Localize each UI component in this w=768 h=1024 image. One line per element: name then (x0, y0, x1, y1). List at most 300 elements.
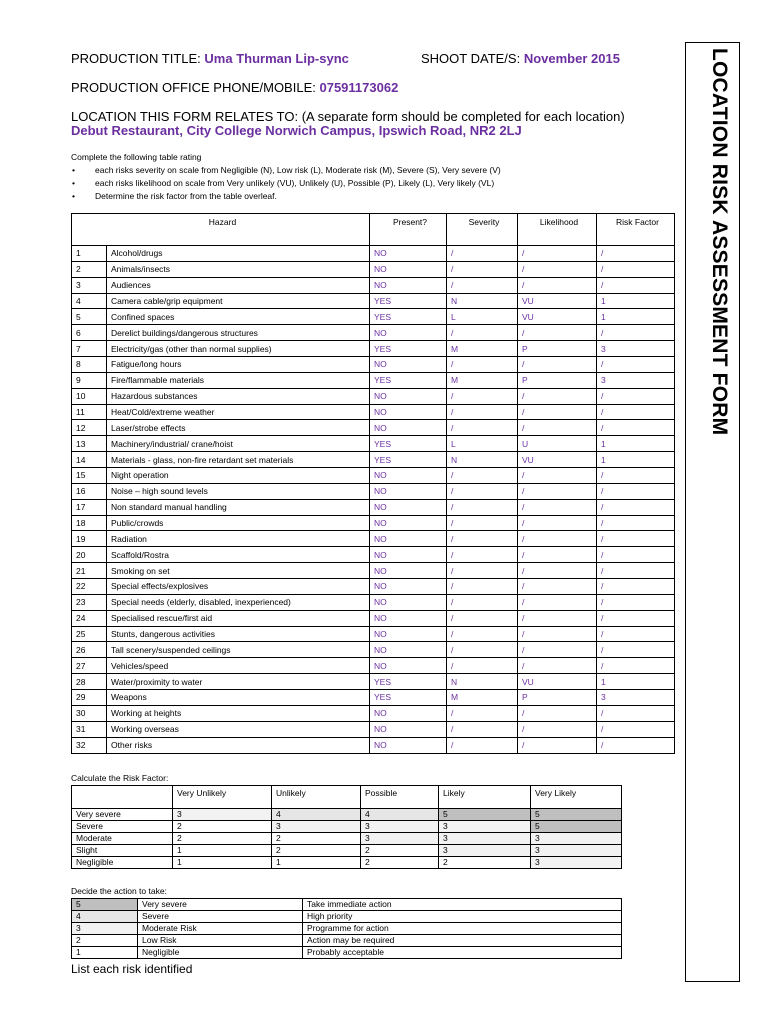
hazard-number: 5 (72, 309, 107, 325)
hazard-name: Alcohol/drugs (107, 246, 370, 262)
table-row (72, 515, 675, 531)
risk-factor-cell: 2 (173, 821, 272, 833)
risk-factor-cell: 3 (439, 833, 531, 845)
hazard-number: 17 (72, 499, 107, 515)
severity-cell: / (447, 547, 518, 563)
hazard-number: 8 (72, 357, 107, 373)
table-row (72, 935, 622, 947)
action-score: 2 (72, 935, 138, 947)
risk-factor-body (72, 786, 622, 869)
present-cell: NO (370, 721, 447, 737)
action-level: Negligible (138, 947, 303, 959)
risk-factor-cell: 2 (361, 845, 439, 857)
present-cell: YES (370, 452, 447, 468)
hazard-name: Stunts, dangerous activities (107, 626, 370, 642)
risk-factor-cell: 5 (531, 821, 622, 833)
table-row (72, 341, 675, 357)
table-row (72, 404, 675, 420)
side-title: LOCATION RISK ASSESSMENT FORM (708, 48, 731, 436)
hazard-name: Electricity/gas (other than normal supplies) (107, 341, 370, 357)
risk-factor-cell: 1 (173, 845, 272, 857)
risk-factor-cell: 3 (597, 690, 675, 706)
risk-factor-cell: 2 (272, 833, 361, 845)
hazard-name: Special effects/explosives (107, 579, 370, 595)
hazard-number: 18 (72, 515, 107, 531)
likelihood-cell: U (518, 436, 597, 452)
severity-cell: N (447, 452, 518, 468)
present-cell: NO (370, 579, 447, 595)
risk-factor-cell: 2 (439, 857, 531, 869)
hazard-name: Specialised rescue/first aid (107, 610, 370, 626)
severity-cell: / (447, 261, 518, 277)
hazard-number: 29 (72, 690, 107, 706)
table-row (72, 833, 622, 845)
table-row (72, 809, 622, 821)
risk-factor-cell: 3 (272, 821, 361, 833)
risk-factor-cell: / (597, 531, 675, 547)
production-title-line (71, 51, 349, 66)
hazard-number: 21 (72, 563, 107, 579)
severity-cell: / (447, 420, 518, 436)
present-cell: NO (370, 357, 447, 373)
hazard-number: 25 (72, 626, 107, 642)
hazard-number: 7 (72, 341, 107, 357)
table-row (72, 277, 675, 293)
hazard-name: Public/crowds (107, 515, 370, 531)
present-cell: NO (370, 547, 447, 563)
action-description: High priority (303, 911, 622, 923)
severity-cell: / (447, 468, 518, 484)
hazard-number: 26 (72, 642, 107, 658)
severity-cell: / (447, 626, 518, 642)
action-level: Severe (138, 911, 303, 923)
likelihood-header: Likelihood (518, 214, 597, 246)
risk-factor-cell: 3 (531, 833, 622, 845)
severity-cell: / (447, 531, 518, 547)
hazard-name: Non standard manual handling (107, 499, 370, 515)
risk-factor-cell: / (597, 721, 675, 737)
risk-factor-cell: 5 (439, 809, 531, 821)
risk-factor-cell: / (597, 357, 675, 373)
risk-factor-cell: 2 (361, 857, 439, 869)
hazard-number: 12 (72, 420, 107, 436)
hazard-name: Materials - glass, non-fire retardant set materials (107, 452, 370, 468)
likelihood-cell: / (518, 261, 597, 277)
likelihood-cell: / (518, 563, 597, 579)
table-row (72, 357, 675, 373)
likelihood-cell: VU (518, 293, 597, 309)
risk-factor-cell: / (597, 325, 675, 341)
risk-factor-cell: 1 (597, 293, 675, 309)
risk-factor-column-header: Very Likely (531, 786, 622, 809)
hazard-name: Other risks (107, 737, 370, 753)
hazard-name: Special needs (elderly, disabled, inexperienced) (107, 594, 370, 610)
hazard-name: Water/proximity to water (107, 674, 370, 690)
likelihood-cell: / (518, 610, 597, 626)
risk-factor-cell: / (597, 420, 675, 436)
present-cell: YES (370, 309, 447, 325)
table-row (72, 468, 675, 484)
present-cell: NO (370, 642, 447, 658)
table-row (72, 372, 675, 388)
action-label: Decide the action to take: (71, 886, 167, 896)
action-description: Programme for action (303, 923, 622, 935)
risk-factor-cell: / (597, 483, 675, 499)
table-row (72, 737, 675, 753)
present-cell: NO (370, 404, 447, 420)
hazard-name: Smoking on set (107, 563, 370, 579)
severity-cell: / (447, 388, 518, 404)
likelihood-cell: / (518, 737, 597, 753)
severity-row-label: Very severe (72, 809, 173, 821)
action-score: 5 (72, 899, 138, 911)
severity-row-label: Moderate (72, 833, 173, 845)
risk-factor-cell: / (597, 610, 675, 626)
action-description: Probably acceptable (303, 947, 622, 959)
hazard-name: Weapons (107, 690, 370, 706)
table-row (72, 579, 675, 595)
risk-factor-cell: / (597, 705, 675, 721)
severity-cell: M (447, 341, 518, 357)
table-row (72, 246, 675, 262)
likelihood-cell: / (518, 547, 597, 563)
hazard-number: 28 (72, 674, 107, 690)
risk-factor-header-row (72, 786, 622, 809)
risk-factor-cell: 1 (272, 857, 361, 869)
likelihood-cell: VU (518, 674, 597, 690)
risk-factor-cell: 3 (439, 821, 531, 833)
present-cell: NO (370, 468, 447, 484)
table-row (72, 325, 675, 341)
table-row (72, 690, 675, 706)
risk-factor-cell: / (597, 388, 675, 404)
hazard-table (71, 213, 675, 754)
risk-factor-cell: 2 (173, 833, 272, 845)
severity-cell: / (447, 563, 518, 579)
phone-label: PRODUCTION OFFICE PHONE/MOBILE: (71, 80, 316, 95)
present-cell: NO (370, 261, 447, 277)
severity-cell: / (447, 277, 518, 293)
table-row (72, 947, 622, 959)
hazard-table-header (72, 214, 675, 246)
likelihood-cell: / (518, 277, 597, 293)
hazard-name: Laser/strobe effects (107, 420, 370, 436)
present-cell: NO (370, 420, 447, 436)
risk-factor-column-header: Very Unlikely (173, 786, 272, 809)
likelihood-cell: P (518, 341, 597, 357)
action-level: Very severe (138, 899, 303, 911)
severity-cell: / (447, 610, 518, 626)
hazard-name: Camera cable/grip equipment (107, 293, 370, 309)
risk-factor-cell: 1 (173, 857, 272, 869)
likelihood-cell: / (518, 531, 597, 547)
location-value: Debut Restaurant, City College Norwich Campus, Ipswich Road, NR2 2LJ (71, 123, 522, 138)
present-cell: NO (370, 531, 447, 547)
severity-cell: / (447, 642, 518, 658)
hazard-name: Fire/flammable materials (107, 372, 370, 388)
table-row (72, 261, 675, 277)
likelihood-cell: / (518, 626, 597, 642)
risk-factor-cell: / (597, 261, 675, 277)
table-row (72, 923, 622, 935)
likelihood-cell: / (518, 642, 597, 658)
instruction-item: • each risks severity on scale from Negligible (N), Low risk (L), Moderate risk (M), Severe (S), Very severe (V) (71, 164, 501, 177)
severity-cell: / (447, 246, 518, 262)
risk-factor-cell: / (597, 658, 675, 674)
severity-cell: / (447, 483, 518, 499)
risk-factor-cell: 1 (597, 309, 675, 325)
action-level: Moderate Risk (138, 923, 303, 935)
likelihood-cell: VU (518, 309, 597, 325)
risk-factor-cell: / (597, 579, 675, 595)
severity-cell: / (447, 721, 518, 737)
risk-factor-cell: 5 (531, 809, 622, 821)
risk-factor-cell: / (597, 515, 675, 531)
likelihood-cell: / (518, 483, 597, 499)
hazard-name: Working at heights (107, 705, 370, 721)
hazard-number: 32 (72, 737, 107, 753)
hazard-name: Machinery/industrial/ crane/hoist (107, 436, 370, 452)
table-row (72, 899, 622, 911)
table-row (72, 499, 675, 515)
hazard-number: 23 (72, 594, 107, 610)
table-row (72, 845, 622, 857)
risk-factor-cell: 3 (439, 845, 531, 857)
table-row (72, 658, 675, 674)
hazard-name: Noise – high sound levels (107, 483, 370, 499)
hazard-number: 22 (72, 579, 107, 595)
likelihood-cell: / (518, 594, 597, 610)
action-table (71, 898, 622, 959)
table-row (72, 531, 675, 547)
hazard-name: Tall scenery/suspended ceilings (107, 642, 370, 658)
present-cell: YES (370, 341, 447, 357)
hazard-name: Confined spaces (107, 309, 370, 325)
risk-factor-cell: 4 (361, 809, 439, 821)
present-cell: NO (370, 594, 447, 610)
risk-factor-cell: / (597, 468, 675, 484)
severity-cell: / (447, 579, 518, 595)
severity-cell: L (447, 436, 518, 452)
table-row (72, 452, 675, 468)
severity-cell: / (447, 357, 518, 373)
hazard-header: Hazard (72, 214, 370, 246)
action-body (72, 899, 622, 959)
table-row (72, 388, 675, 404)
present-cell: NO (370, 483, 447, 499)
action-score: 4 (72, 911, 138, 923)
likelihood-cell: / (518, 357, 597, 373)
severity-cell: L (447, 309, 518, 325)
severity-cell: / (447, 737, 518, 753)
table-row (72, 642, 675, 658)
hazard-number: 16 (72, 483, 107, 499)
likelihood-cell: / (518, 325, 597, 341)
present-cell: NO (370, 737, 447, 753)
table-row (72, 309, 675, 325)
hazard-name: Animals/insects (107, 261, 370, 277)
present-header: Present? (370, 214, 447, 246)
risk-factor-table (71, 785, 622, 869)
hazard-number: 11 (72, 404, 107, 420)
hazard-number: 15 (72, 468, 107, 484)
likelihood-cell: VU (518, 452, 597, 468)
risk-factor-cell: 3 (361, 821, 439, 833)
risk-factor-cell: / (597, 246, 675, 262)
hazard-number: 20 (72, 547, 107, 563)
hazard-number: 30 (72, 705, 107, 721)
instructions-intro: Complete the following table rating (71, 152, 202, 162)
hazard-number: 14 (72, 452, 107, 468)
risk-factor-cell: 3 (173, 809, 272, 821)
table-row (72, 857, 622, 869)
present-cell: NO (370, 705, 447, 721)
present-cell: NO (370, 499, 447, 515)
risk-factor-cell: 3 (361, 833, 439, 845)
likelihood-cell: P (518, 372, 597, 388)
risk-factor-cell: / (597, 737, 675, 753)
present-cell: NO (370, 515, 447, 531)
hazard-number: 19 (72, 531, 107, 547)
hazard-name: Heat/Cold/extreme weather (107, 404, 370, 420)
likelihood-cell: / (518, 721, 597, 737)
hazard-number: 10 (72, 388, 107, 404)
hazard-number: 2 (72, 261, 107, 277)
risk-factor-cell: / (597, 547, 675, 563)
hazard-number: 24 (72, 610, 107, 626)
risk-factor-header: Risk Factor (597, 214, 675, 246)
severity-cell: / (447, 325, 518, 341)
table-row (72, 626, 675, 642)
hazard-name: Night operation (107, 468, 370, 484)
severity-cell: N (447, 293, 518, 309)
instructions (71, 151, 501, 203)
instructions-list (71, 164, 501, 203)
severity-cell: / (447, 404, 518, 420)
risk-factor-cell: / (597, 594, 675, 610)
risk-factor-cell: 1 (597, 452, 675, 468)
likelihood-cell: / (518, 579, 597, 595)
action-level: Low Risk (138, 935, 303, 947)
severity-row-label: Slight (72, 845, 173, 857)
risk-factor-column-header: Unlikely (272, 786, 361, 809)
risk-factor-cell: 4 (272, 809, 361, 821)
present-cell: NO (370, 277, 447, 293)
severity-cell: M (447, 372, 518, 388)
table-row (72, 674, 675, 690)
present-cell: YES (370, 674, 447, 690)
risk-factor-cell: 1 (597, 674, 675, 690)
present-cell: NO (370, 388, 447, 404)
present-cell: NO (370, 563, 447, 579)
hazard-number: 6 (72, 325, 107, 341)
present-cell: NO (370, 626, 447, 642)
present-cell: YES (370, 372, 447, 388)
risk-factor-cell: / (597, 499, 675, 515)
severity-cell: / (447, 658, 518, 674)
risk-factor-cell: / (597, 563, 675, 579)
hazard-number: 1 (72, 246, 107, 262)
present-cell: YES (370, 690, 447, 706)
action-score: 1 (72, 947, 138, 959)
likelihood-cell: / (518, 499, 597, 515)
hazard-name: Scaffold/Rostra (107, 547, 370, 563)
phone-line (71, 80, 398, 95)
risk-factor-column-header: Likely (439, 786, 531, 809)
present-cell: YES (370, 293, 447, 309)
likelihood-cell: P (518, 690, 597, 706)
table-row (72, 563, 675, 579)
hazard-number: 3 (72, 277, 107, 293)
hazard-number: 9 (72, 372, 107, 388)
likelihood-cell: / (518, 246, 597, 262)
list-risks-label: List each risk identified (71, 962, 193, 976)
production-title-value: Uma Thurman Lip-sync (204, 51, 349, 66)
shoot-dates-line (421, 51, 620, 66)
phone-value: 07591173062 (319, 80, 399, 95)
risk-factor-column-header: Possible (361, 786, 439, 809)
action-description: Action may be required (303, 935, 622, 947)
hazard-name: Derelict buildings/dangerous structures (107, 325, 370, 341)
table-row (72, 821, 622, 833)
hazard-name: Working overseas (107, 721, 370, 737)
hazard-number: 31 (72, 721, 107, 737)
risk-factor-label: Calculate the Risk Factor: (71, 773, 169, 783)
risk-factor-cell: / (597, 642, 675, 658)
table-row (72, 420, 675, 436)
instruction-item: • each risks likelihood on scale from Very unlikely (VU), Unlikely (U), Possible (P), Likely (L), Very likely (VL) (71, 177, 501, 190)
table-row (72, 547, 675, 563)
hazard-name: Fatigue/long hours (107, 357, 370, 373)
severity-cell: M (447, 690, 518, 706)
table-row (72, 594, 675, 610)
present-cell: NO (370, 325, 447, 341)
risk-factor-column-header (72, 786, 173, 809)
location-label: LOCATION THIS FORM RELATES TO: (71, 109, 299, 124)
likelihood-cell: / (518, 404, 597, 420)
hazard-number: 27 (72, 658, 107, 674)
table-row (72, 721, 675, 737)
severity-cell: / (447, 594, 518, 610)
location-line (71, 109, 625, 124)
action-score: 3 (72, 923, 138, 935)
table-row (72, 610, 675, 626)
risk-factor-cell: 2 (272, 845, 361, 857)
instruction-item: • Determine the risk factor from the table overleaf. (71, 190, 501, 203)
table-row (72, 705, 675, 721)
hazard-table-body (72, 246, 675, 754)
likelihood-cell: / (518, 468, 597, 484)
severity-cell: / (447, 705, 518, 721)
table-row (72, 293, 675, 309)
risk-factor-cell: 3 (531, 845, 622, 857)
hazard-name: Radiation (107, 531, 370, 547)
severity-cell: / (447, 515, 518, 531)
risk-factor-cell: 3 (531, 857, 622, 869)
production-title-label: PRODUCTION TITLE: (71, 51, 201, 66)
shoot-dates-value: November 2015 (523, 51, 620, 66)
table-row (72, 436, 675, 452)
hazard-name: Vehicles/speed (107, 658, 370, 674)
action-description: Take immediate action (303, 899, 622, 911)
likelihood-cell: / (518, 658, 597, 674)
hazard-number: 13 (72, 436, 107, 452)
likelihood-cell: / (518, 420, 597, 436)
risk-factor-cell: 3 (597, 341, 675, 357)
likelihood-cell: / (518, 515, 597, 531)
table-row (72, 483, 675, 499)
severity-header: Severity (447, 214, 518, 246)
